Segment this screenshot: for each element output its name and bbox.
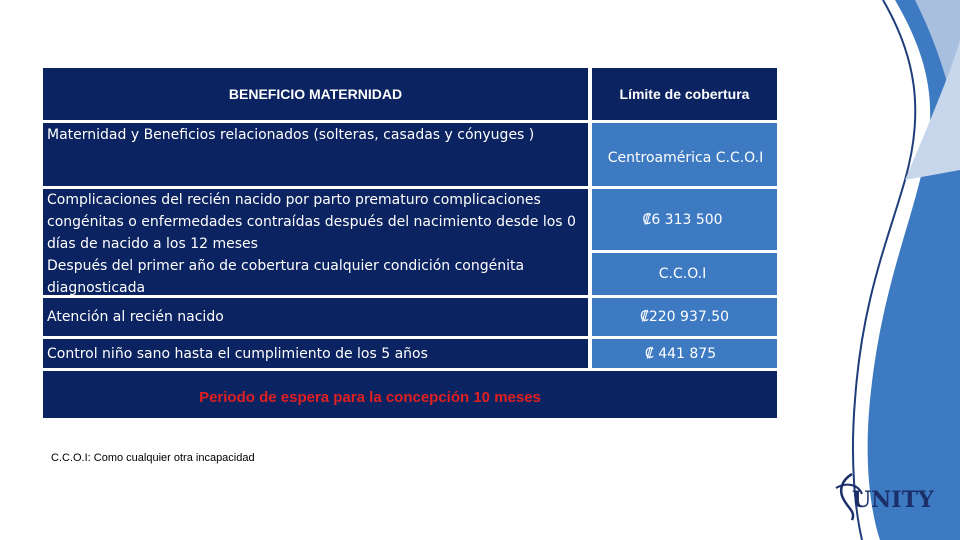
- row-maternity-limit-text: Centroamérica C.C.O.I: [607, 150, 764, 166]
- row-complications-description: [43, 189, 588, 295]
- row-newborn-description: [43, 298, 588, 336]
- row-congenital-limit: [592, 253, 777, 295]
- row-maternity-text: Maternidad y Beneficios relacionados (solteras, casadas y cónyuges ): [47, 127, 535, 143]
- row-newborn-text: Atención al recién nacido: [47, 309, 224, 325]
- row-newborn-limit-text: ₡220 937.50: [639, 309, 730, 325]
- row-complications-limit-text: ₡6 313 500: [642, 211, 723, 228]
- waiting-period-row: [43, 371, 777, 418]
- row-wellchild-text: Control niño sano hasta el cumplimiento de los 5 años: [47, 345, 428, 362]
- row-complications-text: Complicaciones del recién nacido por parto prematuro complicaciones congénitas o enfermedades contraídas después del nacimiento desde los 0 días de nacido a los 12 meses: [47, 192, 576, 252]
- header-benefit-cell: [43, 68, 588, 120]
- row-maternity-limit: [592, 123, 777, 186]
- unity-logo-text: UNITY: [852, 487, 934, 513]
- header-limit-label: Límite de cobertura: [619, 86, 750, 102]
- row-maternity-description: [43, 123, 588, 186]
- footnote: C.C.O.I: Como cualquier otra incapacidad: [51, 452, 255, 464]
- row-congenital-limit-text: C.C.O.I: [658, 266, 707, 282]
- row-newborn-limit: [592, 298, 777, 336]
- row-complications-limit: [592, 189, 777, 250]
- row-congenital-text: Después del primer año de cobertura cualquier condición congénita diagnosticada: [47, 258, 525, 296]
- row-wellchild-limit-text: ₡ 441 875: [644, 345, 717, 362]
- row-wellchild-limit: [592, 339, 777, 368]
- header-limit-cell: [592, 68, 777, 120]
- header-benefit-label: BENEFICIO MATERNIDAD: [228, 86, 403, 102]
- row-wellchild-description: [43, 339, 588, 368]
- waiting-period-text: Periodo de espera para la concepción 10 meses: [199, 389, 541, 406]
